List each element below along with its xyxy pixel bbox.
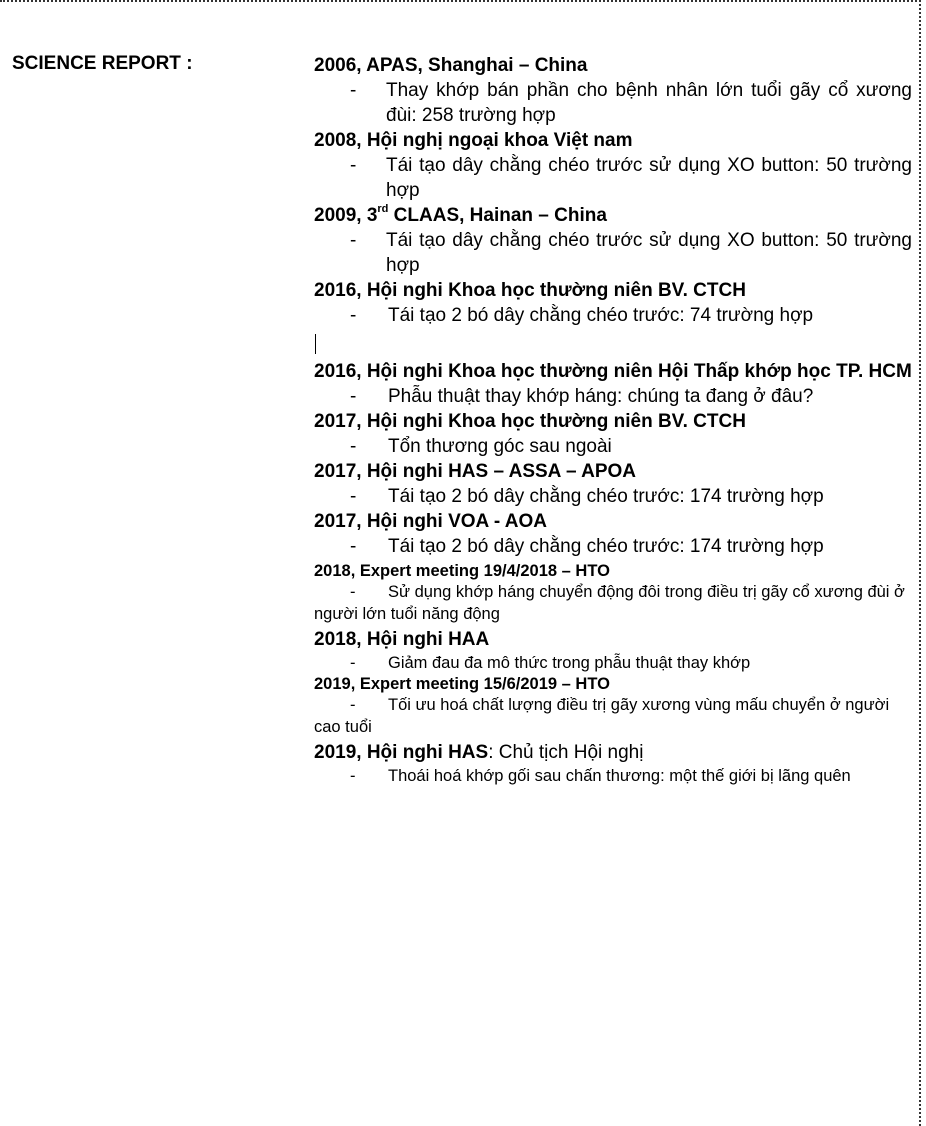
- list-dash: -: [350, 654, 356, 672]
- entry-item: [314, 434, 912, 459]
- entry-item: [314, 652, 912, 674]
- entry-item: [314, 534, 912, 559]
- list-dash: -: [350, 155, 357, 176]
- entry-heading: [314, 203, 912, 228]
- entry-heading: 2019, Expert meeting 15/6/2019 – HTO: [314, 675, 610, 693]
- entry-item: [314, 484, 912, 509]
- entry-item: [314, 228, 912, 278]
- entry-heading: 2017, Hội nghi HAS – ASSA – APOA: [314, 461, 637, 482]
- list-dash: -: [350, 767, 356, 785]
- entry-item-text: Tổn thương góc sau ngoài: [388, 436, 612, 457]
- entry-item-text: Tối ưu hoá chất lượng điều trị gãy xương vùng mấu chuyển ở người cao tuổi: [314, 696, 890, 736]
- entry-heading-plain: : Chủ tịch Hội nghị: [488, 742, 644, 763]
- dotted-border-top: [0, 0, 921, 2]
- entry-item-text: Tái tạo dây chằng chéo trước sử dụng XO button: 50 trường hợp: [386, 230, 912, 276]
- list-dash: -: [350, 305, 357, 326]
- list-dash: -: [350, 230, 357, 251]
- list-dash: -: [350, 386, 357, 407]
- dotted-border-right: [919, 0, 921, 1126]
- entry-item-text: Phẫu thuật thay khớp háng: chúng ta đang ở đâu?: [388, 386, 814, 407]
- list-dash: -: [350, 80, 357, 101]
- entry-item: [314, 765, 912, 787]
- entry-heading-post: CLAAS, Hainan – China: [388, 205, 607, 226]
- entry-item-text: Thoái hoá khớp gối sau chấn thương: một thế giới bị lãng quên: [388, 767, 851, 785]
- list-dash: -: [350, 696, 356, 714]
- entry-heading: 2017, Hội nghi Khoa học thường niên BV. CTCH: [314, 411, 746, 432]
- section-label: SCIENCE REPORT :: [12, 53, 193, 74]
- entry-item: [314, 78, 912, 128]
- entry-item-text: Tái tạo dây chằng chéo trước sử dụng XO button: 50 trường hợp: [386, 155, 912, 201]
- entry-item: [314, 303, 912, 328]
- entry-item: [314, 384, 912, 409]
- entry-item-text: Sử dụng khớp háng chuyển động đôi trong điều trị gãy cổ xương đùi ở người lớn tuổi năng động: [314, 583, 905, 623]
- entry-heading: 2017, Hội nghi VOA - AOA: [314, 511, 547, 532]
- entry-item-text: Giảm đau đa mô thức trong phẫu thuật thay khớp: [388, 654, 751, 672]
- entry-item-text: Tái tạo 2 bó dây chằng chéo trước: 174 trường hợp: [388, 536, 824, 557]
- entry-item: [314, 581, 912, 625]
- list-dash: -: [350, 536, 357, 557]
- text-cursor: [315, 334, 316, 354]
- entry-heading: 2008, Hội nghị ngoại khoa Việt nam: [314, 130, 633, 151]
- entry-heading: 2018, Hội nghi HAA: [314, 629, 490, 650]
- list-dash: -: [350, 436, 357, 457]
- entry-heading: 2016, Hội nghi Khoa học thường niên Hội Thấp khớp học TP. HCM: [314, 361, 912, 382]
- entry-heading: 2018, Expert meeting 19/4/2018 – HTO: [314, 562, 610, 580]
- entry-item-text: Tái tạo 2 bó dây chằng chéo trước: 174 trường hợp: [388, 486, 824, 507]
- entry-heading-pre: 2009, 3: [314, 205, 378, 226]
- entry-heading: 2006, APAS, Shanghai – China: [314, 55, 588, 76]
- report-list: [314, 53, 912, 787]
- list-dash: -: [350, 583, 356, 601]
- list-dash: -: [350, 486, 357, 507]
- entry-heading-bold: 2019, Hội nghi HAS: [314, 742, 489, 763]
- entry-heading: 2016, Hội nghi Khoa học thường niên BV. CTCH: [314, 280, 746, 301]
- entry-item-text: Tái tạo 2 bó dây chằng chéo trước: 74 trường hợp: [388, 305, 814, 326]
- entry-heading-sup: rd: [377, 202, 389, 215]
- entry-item: [314, 153, 912, 203]
- entry-item: [314, 694, 912, 738]
- entry-heading: [314, 740, 912, 765]
- entry-item-text: Thay khớp bán phần cho bệnh nhân lớn tuổi gãy cổ xương đùi: 258 trường hợp: [386, 80, 912, 126]
